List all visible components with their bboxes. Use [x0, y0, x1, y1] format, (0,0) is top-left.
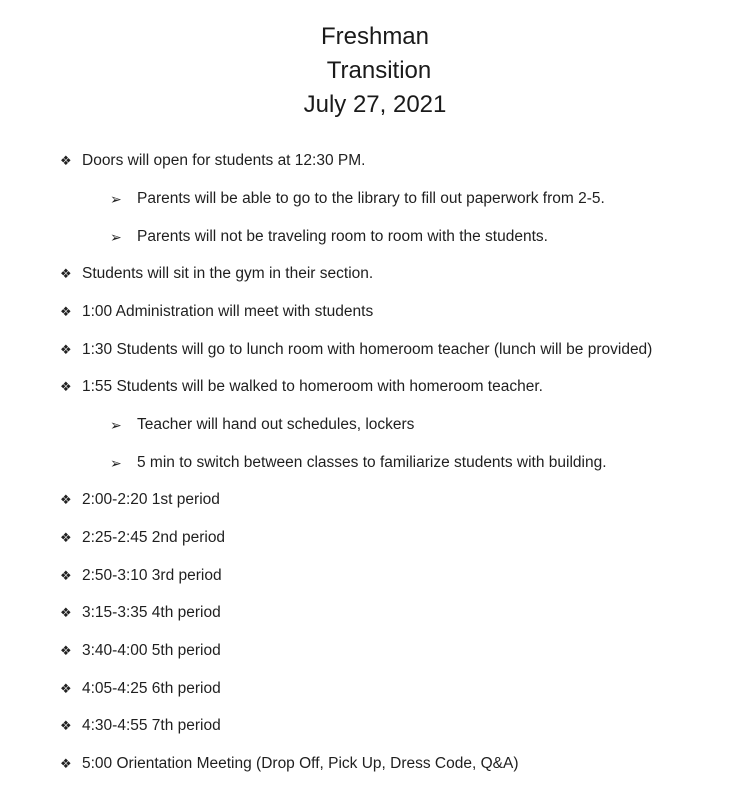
diamond-bullet-icon: ❖: [60, 492, 72, 507]
list-item-text: 4:05-4:25 6th period: [82, 680, 221, 697]
title-line-2: Transition: [326, 57, 432, 84]
diamond-bullet-icon: ❖: [60, 530, 72, 545]
list-item-text: Teacher will hand out schedules, lockers: [137, 416, 415, 433]
diamond-bullet-icon: ❖: [60, 568, 72, 583]
diamond-bullet-icon: ❖: [60, 756, 72, 771]
title-line-1: Freshman: [320, 23, 430, 50]
list-item-text: 4:30-4:55 7th period: [82, 717, 221, 734]
diamond-bullet-icon: ❖: [60, 266, 72, 281]
list-item-text: Students will sit in the gym in their section.: [82, 265, 374, 282]
list-item-text: 2:50-3:10 3rd period: [82, 567, 222, 584]
diamond-bullet-icon: ❖: [60, 681, 72, 696]
arrowhead-bullet-icon: ➢: [110, 229, 122, 245]
list-item-text: 3:15-3:35 4th period: [82, 604, 221, 621]
diamond-bullet-icon: ❖: [60, 379, 72, 394]
diamond-bullet-icon: ❖: [60, 605, 72, 620]
arrowhead-bullet-icon: ➢: [110, 455, 122, 471]
diamond-bullet-icon: ❖: [60, 643, 72, 658]
list-item-text: 1:30 Students will go to lunch room with homeroom teacher (lunch will be provided): [82, 341, 653, 358]
list-item-text: 5 min to switch between classes to familiarize students with building.: [137, 454, 607, 471]
diamond-bullet-icon: ❖: [60, 153, 72, 168]
diamond-bullet-icon: ❖: [60, 304, 72, 319]
list-item-text: 3:40-4:00 5th period: [82, 642, 221, 659]
list-item-text: Doors will open for students at 12:30 PM.: [82, 152, 366, 169]
list-item-text: 1:55 Students will be walked to homeroom with homeroom teacher.: [82, 378, 543, 395]
list-item-text: Parents will be able to go to the library to fill out paperwork from 2-5.: [137, 190, 605, 207]
diamond-bullet-icon: ❖: [60, 718, 72, 733]
list-item-text: 2:00-2:20 1st period: [82, 491, 220, 508]
list-item-text: 5:00 Orientation Meeting (Drop Off, Pick Up, Dress Code, Q&A): [82, 755, 519, 772]
arrowhead-bullet-icon: ➢: [110, 191, 122, 207]
title-line-3: July 27, 2021: [303, 91, 447, 118]
arrowhead-bullet-icon: ➢: [110, 417, 122, 433]
list-item-text: 1:00 Administration will meet with students: [82, 303, 374, 320]
list-item-text: 2:25-2:45 2nd period: [82, 529, 226, 546]
list-item-text: Parents will not be traveling room to room with the students.: [137, 228, 548, 245]
diamond-bullet-icon: ❖: [60, 342, 72, 357]
